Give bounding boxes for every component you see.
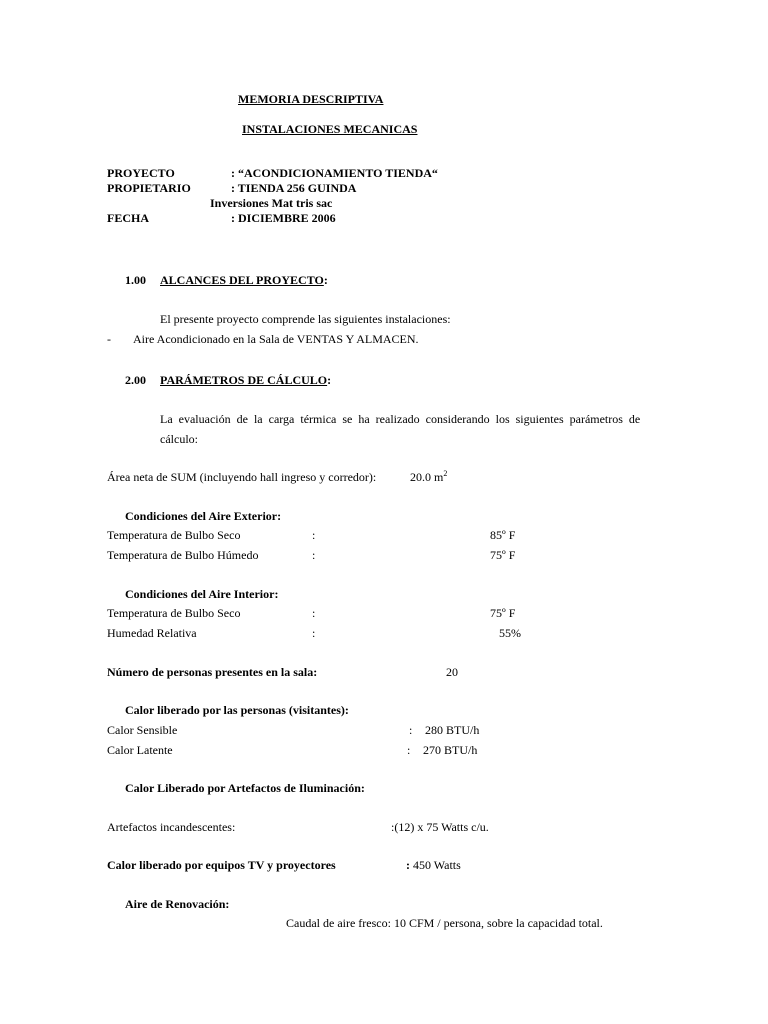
calor-row-separator: : [409, 723, 413, 737]
equipos-separator: : [406, 858, 410, 872]
exterior-row-label: Temperatura de Bulbo Húmedo [107, 548, 259, 562]
interior-title: Condiciones del Aire Interior: [125, 587, 279, 601]
calor-row-value: 270 BTU/h [423, 743, 478, 757]
calor-row-value: 280 BTU/h [425, 723, 480, 737]
exterior-row-separator: : [312, 548, 316, 562]
interior-row-separator: : [312, 626, 316, 640]
interior-row-label: Humedad Relativa [107, 626, 197, 640]
calor-row-label: Calor Sensible [107, 723, 178, 737]
iluminacion-label: Artefactos incandescentes: [107, 820, 236, 834]
exterior-row-value: 85º F [490, 528, 516, 542]
section-1-title: ALCANCES DEL PROYECTO [160, 273, 324, 287]
equipos-watts: 450 Watts [413, 858, 461, 872]
interior-row-value: 55% [499, 626, 521, 640]
fecha-label: FECHA [107, 211, 149, 225]
fecha-value: : DICIEMBRE 2006 [231, 211, 336, 225]
exterior-row-label: Temperatura de Bulbo Seco [107, 528, 241, 542]
section-1-intro: El presente proyecto comprende las siguientes instalaciones: [160, 312, 451, 326]
personas-value: 20 [446, 665, 458, 679]
section-2-heading [160, 373, 331, 387]
document-title: MEMORIA DESCRIPTIVA [238, 92, 384, 106]
bullet-dash: - [107, 332, 111, 346]
document-subtitle: INSTALACIONES MECANICAS [242, 122, 418, 136]
renovacion-title: Aire de Renovación: [125, 897, 230, 911]
exterior-row-separator: : [312, 528, 316, 542]
iluminacion-title: Calor Liberado por Artefactos de Iluminación: [125, 781, 365, 795]
interior-row-label: Temperatura de Bulbo Seco [107, 606, 241, 620]
section-2-intro-line-1: La evaluación de la carga térmica se ha realizado considerando los siguientes parámetros de [160, 412, 641, 426]
section-1-colon: : [323, 273, 328, 287]
iluminacion-value: :(12) x 75 Watts c/u. [391, 820, 489, 834]
exterior-title: Condiciones del Aire Exterior: [125, 509, 282, 523]
personas-label: Número de personas presentes en la sala: [107, 665, 318, 679]
propietario-value-2: Inversiones Mat tris sac [210, 196, 333, 210]
section-1-heading [160, 273, 328, 287]
area-value [410, 470, 447, 484]
propietario-label: PROPIETARIO [107, 181, 191, 195]
propietario-value: : TIENDA 256 GUINDA [231, 181, 357, 195]
renovacion-text: Caudal de aire fresco: 10 CFM / persona, sobre la capacidad total. [286, 916, 603, 930]
calor-row-separator: : [407, 743, 411, 757]
section-2-title: PARÁMETROS DE CÁLCULO [160, 373, 328, 387]
interior-row-separator: : [312, 606, 316, 620]
exterior-row-value: 75º F [490, 548, 516, 562]
section-2-intro-line-2: cálculo: [160, 432, 198, 446]
calor-row-label: Calor Latente [107, 743, 173, 757]
bullet-text: Aire Acondicionado en la Sala de VENTAS Y ALMACEN. [133, 332, 419, 346]
section-2-colon: : [327, 373, 332, 387]
proyecto-label: PROYECTO [107, 166, 175, 180]
equipos-label: Calor liberado por equipos TV y proyectores [107, 858, 336, 872]
proyecto-value: : “ACONDICIONAMIENTO TIENDA“ [231, 166, 438, 180]
section-1-number: 1.00 [125, 273, 146, 287]
equipos-value [406, 858, 461, 872]
section-2-number: 2.00 [125, 373, 146, 387]
area-label: Área neta de SUM (incluyendo hall ingreso y corredor): [107, 470, 377, 484]
interior-row-value: 75º F [490, 606, 516, 620]
area-number: 20.0 m [410, 470, 444, 484]
area-unit-superscript: 2 [443, 469, 448, 478]
calor-personas-title: Calor liberado por las personas (visitantes): [125, 703, 349, 717]
